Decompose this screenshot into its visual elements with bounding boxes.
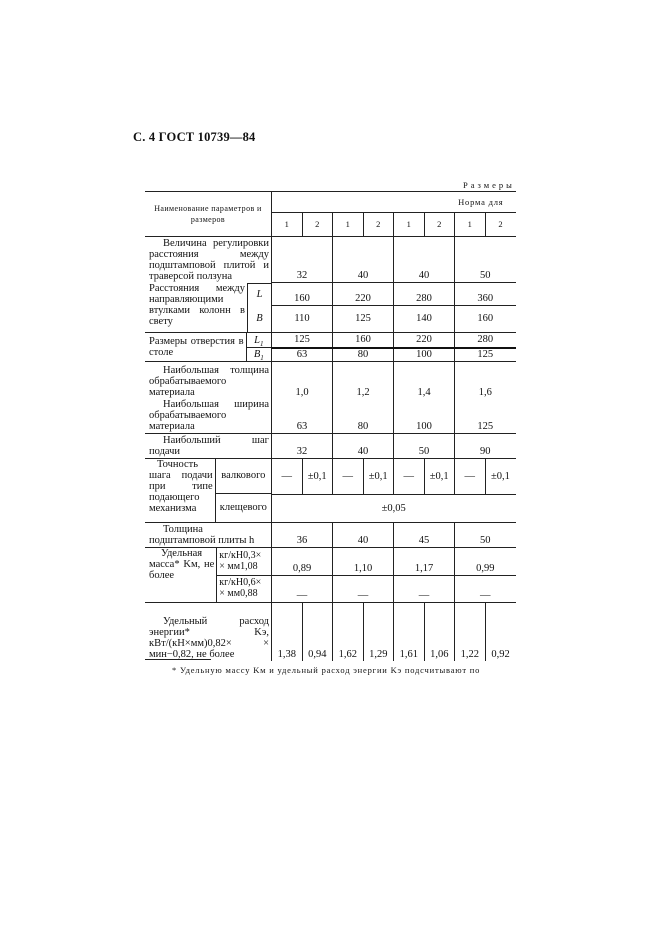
hole-label: Размеры отверстия в столе — [149, 335, 244, 358]
hole-symbol-B1: B — [253, 349, 261, 360]
value-cell: 220 — [333, 283, 394, 306]
value-cell: 50 — [455, 523, 516, 548]
value-cell: 63 — [272, 399, 333, 434]
value-cell: — — [394, 576, 455, 603]
value-cell: 32 — [272, 237, 333, 283]
value-cell: 125 — [333, 306, 394, 333]
value-cell: 1,10 — [333, 548, 394, 576]
row-plate-name: Толщина подштамповой плиты h — [145, 523, 272, 548]
value-cell: 1,0 — [272, 362, 333, 399]
accuracy-cell — [145, 459, 272, 523]
subheader-cell: 2 — [302, 213, 333, 237]
value-cell: 0,94 — [302, 603, 333, 661]
value-cell: 100 — [394, 348, 455, 362]
accuracy-row-roller — [145, 459, 516, 495]
row-thickness-name: Наибольшая толщина обрабатываемого материала — [145, 362, 272, 399]
value-cell: 125 — [455, 399, 516, 434]
value-cell: — — [272, 459, 303, 495]
value-cell: 280 — [455, 333, 516, 348]
header-row — [145, 192, 516, 213]
hole-symbol-L1: L — [254, 335, 260, 346]
hole-symbol-B1-sub: 1 — [260, 354, 264, 363]
value-cell: ±0,1 — [485, 459, 516, 495]
guide-cell — [145, 283, 272, 333]
value-cell: 0,92 — [485, 603, 516, 661]
page-title: С. 4 ГОСТ 10739—84 — [133, 130, 256, 144]
value-cell: 0,89 — [272, 548, 333, 576]
hole-row-L1 — [145, 333, 516, 348]
value-cell: 80 — [333, 348, 394, 362]
guide-label: Расстояния между направляющими втулками колонн в свету — [149, 283, 246, 327]
subheader-cell: 2 — [485, 213, 516, 237]
value-cell: 63 — [272, 348, 333, 362]
subheader-cell: 1 — [455, 213, 486, 237]
value-cell: — — [394, 459, 425, 495]
value-cell: 125 — [455, 348, 516, 362]
row-width-name: Наибольшая ширина обрабатываемого материала — [149, 399, 269, 432]
value-cell: — — [333, 576, 394, 603]
value-cell: ±0,05 — [272, 495, 516, 523]
value-cell: 50 — [455, 237, 516, 283]
value-cell: 45 — [394, 523, 455, 548]
value-cell: 220 — [394, 333, 455, 348]
norm-header: Норма для — [272, 192, 516, 213]
value-cell: 280 — [394, 283, 455, 306]
subheader-cell: 2 — [363, 213, 394, 237]
value-cell: 36 — [272, 523, 333, 548]
mass-cell — [145, 548, 272, 603]
value-cell: 50 — [394, 434, 455, 459]
guide-symbol-B: B — [256, 313, 263, 324]
parameters-table — [145, 191, 516, 661]
footnote: * Удельную массу Kм и удельный расход энергии Kэ подсчитывают по — [172, 665, 481, 675]
mass-unit-2: кг/кН0,6× × мм0,88 — [217, 575, 271, 602]
value-cell: — — [333, 459, 364, 495]
row-step — [145, 434, 516, 459]
value-cell: 1,2 — [333, 362, 394, 399]
value-cell: 360 — [455, 283, 516, 306]
mass-row-1 — [145, 548, 516, 576]
mass-unit-1: кг/кН0,3× × мм1,08 — [219, 550, 262, 572]
value-cell: 160 — [455, 306, 516, 333]
value-cell: 1,4 — [394, 362, 455, 399]
value-cell: 1,61 — [394, 603, 425, 661]
value-cell: 1,17 — [394, 548, 455, 576]
guide-row-L — [145, 283, 516, 306]
value-cell: 1,29 — [363, 603, 394, 661]
value-cell: 125 — [272, 333, 333, 348]
row-energy — [145, 603, 516, 661]
mass-label: Удельная масса* Kм, не более — [149, 548, 215, 581]
value-cell: 80 — [333, 399, 394, 434]
row-adjust-name: Величина регулировки расстояния между подштамповой плитой и траверсой ползуна — [149, 237, 269, 282]
value-cell: — — [272, 576, 333, 603]
value-cell: 1,62 — [333, 603, 364, 661]
subheader-cell: 1 — [394, 213, 425, 237]
value-cell: 1,22 — [455, 603, 486, 661]
hole-cell — [145, 333, 272, 362]
subheader-cell: 1 — [272, 213, 303, 237]
value-cell: ±0,1 — [363, 459, 394, 495]
value-cell: 40 — [333, 434, 394, 459]
row-adjust — [145, 237, 516, 283]
footnote-divider — [145, 659, 211, 660]
value-cell: 1,06 — [424, 603, 455, 661]
param-header: Наименование параметров и размеров — [145, 192, 272, 237]
accuracy-label: Точность шага подачи при типе подающего механизма — [149, 459, 213, 514]
accuracy-roller-type: валкового — [221, 470, 266, 481]
value-cell: 90 — [455, 434, 516, 459]
value-cell: 32 — [272, 434, 333, 459]
row-plate — [145, 523, 516, 548]
value-cell: 40 — [333, 237, 394, 283]
row-width — [145, 399, 516, 434]
value-cell: ±0,1 — [302, 459, 333, 495]
dimensions-label: Размеры — [463, 180, 515, 190]
row-thickness — [145, 362, 516, 399]
value-cell: 160 — [272, 283, 333, 306]
value-cell: 110 — [272, 306, 333, 333]
value-cell: — — [455, 459, 486, 495]
value-cell: 1,38 — [272, 603, 303, 661]
value-cell: 40 — [394, 237, 455, 283]
accuracy-clamp-type: клещевого — [216, 493, 271, 522]
value-cell: 40 — [333, 523, 394, 548]
guide-symbol-L: L — [248, 283, 271, 305]
value-cell: 0,99 — [455, 548, 516, 576]
value-cell: 160 — [333, 333, 394, 348]
value-cell: — — [455, 576, 516, 603]
value-cell: ±0,1 — [424, 459, 455, 495]
value-cell: 100 — [394, 399, 455, 434]
hole-symbol-L1-sub: 1 — [259, 340, 264, 349]
value-cell: 1,6 — [455, 362, 516, 399]
subheader-cell: 1 — [333, 213, 364, 237]
row-step-name: Наибольший шаг подачи — [145, 434, 272, 459]
value-cell: 140 — [394, 306, 455, 333]
subheader-cell: 2 — [424, 213, 455, 237]
row-energy-name: Удельный расход энергии* Kэ, кВт/(кН×мм)0,82× × мин−0,82, не более — [145, 603, 272, 661]
